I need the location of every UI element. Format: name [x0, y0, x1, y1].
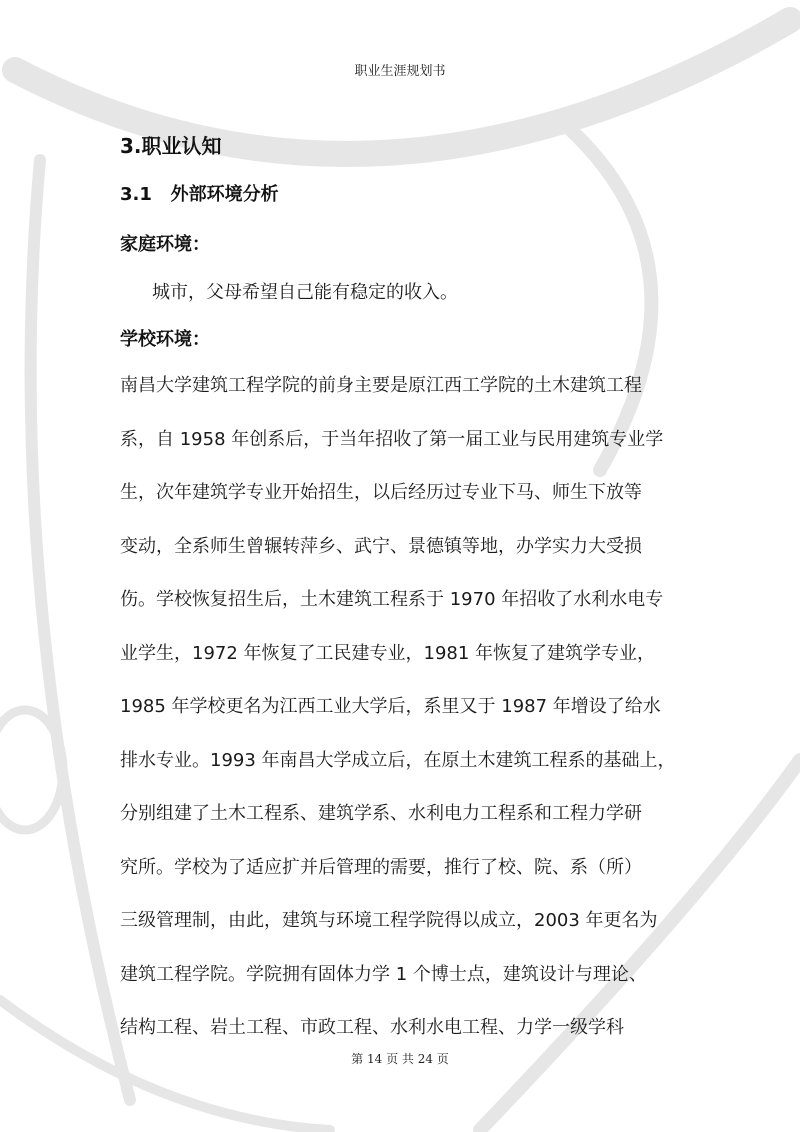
school-environment-label: 学校环境：	[120, 329, 210, 350]
paragraph-line: 三级管理制，由此，建筑与环境工程学院得以成立，2003 年更名为	[120, 910, 658, 931]
paragraph-line: 建筑工程学院。学院拥有固体力学 1 个博士点，建筑设计与理论、	[120, 963, 647, 985]
subsection-heading: 3.1 外部环境分析	[120, 184, 279, 205]
school-environment-paragraph	[120, 372, 700, 1068]
paragraph-line: 系，自 1958 年创系后，于当年招收了第一届工业与民用建筑专业学	[120, 428, 664, 450]
family-environment-label: 家庭环境：	[120, 234, 210, 255]
section-heading: 3.职业认知	[120, 134, 222, 158]
paragraph-line: 变动，全系师生曾辗转萍乡、武宁、景德镇等地，办学实力大受损	[120, 535, 642, 557]
page-number-footer: 第 14 页 共 24 页	[351, 1052, 449, 1066]
paragraph-line: 究所。学校为了适应扩并后管理的需要，推行了校、院、系（所）	[120, 856, 642, 878]
paragraph-line: 业学生，1972 年恢复了工民建专业，1981 年恢复了建筑学专业，	[120, 642, 656, 664]
paragraph-line: 南昌大学建筑工程学院的前身主要是原江西工学院的土木建筑工程	[120, 375, 642, 396]
paragraph-line: 1985 年学校更名为江西工业大学后，系里又于 1987 年增设了给水	[120, 696, 661, 717]
paragraph-line: 排水专业。1993 年南昌大学成立后，在原土木建筑工程系的基础上，	[120, 749, 676, 771]
family-environment-text: 城市，父母希望自己能有稳定的收入。	[152, 282, 458, 303]
paragraph-line: 生，次年建筑学专业开始招生，以后经历过专业下马、师生下放等	[120, 482, 642, 503]
running-header: 职业生涯规划书	[354, 64, 446, 79]
paragraph-line: 结构工程、岩土工程、市政工程、水利水电工程、力学一级学科	[120, 1017, 624, 1038]
paragraph-line: 分别组建了土木工程系、建筑学系、水利电力工程系和工程力学研	[120, 803, 642, 824]
paragraph-line: 伤。学校恢复招生后，土木建筑工程系于 1970 年招收了水利水电专	[120, 589, 664, 610]
